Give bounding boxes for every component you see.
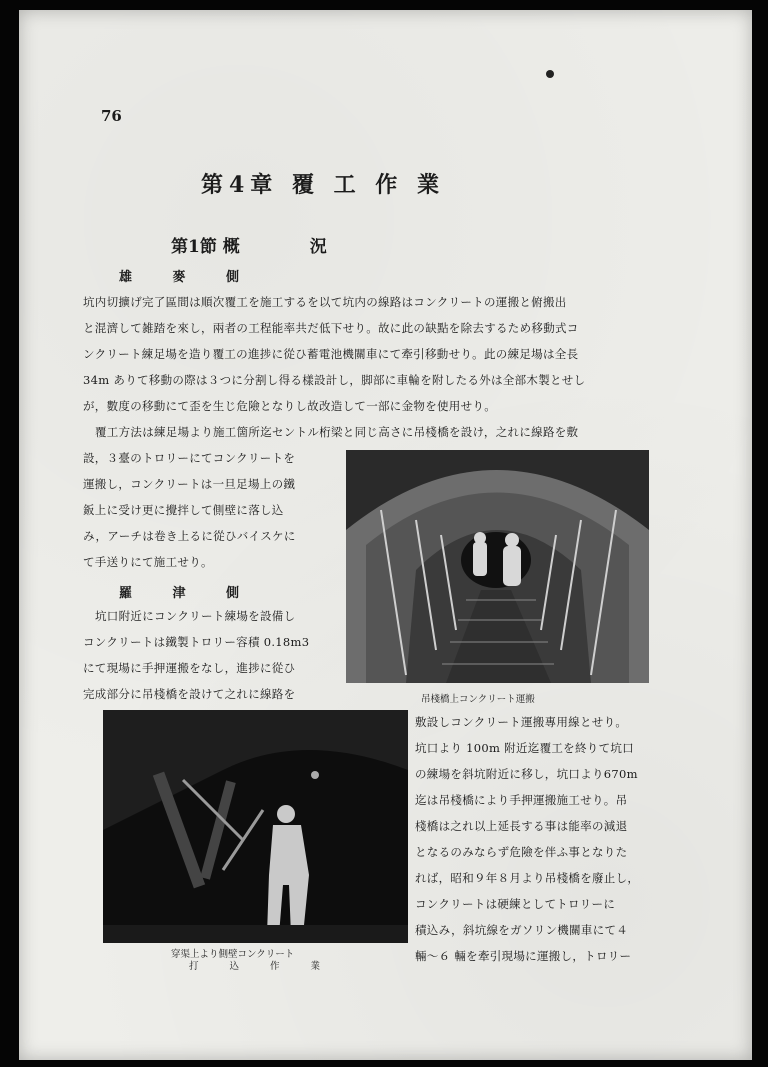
body-line: ンクリート練足場を造り覆工の進捗に從ひ蓄電池機關車にて牽引移動せり。此の練足場は全長	[83, 347, 579, 361]
body-line: て手送りにて施工せり。	[83, 555, 213, 569]
body-line: 坑口より 100m 附近迄覆工を終りて坑口	[415, 741, 634, 755]
section-title-prefix: 第1節 概	[171, 237, 240, 257]
body-line: が，數度の移動にて歪を生じ危險となりし故改造して一部に金物を使用せり。	[83, 399, 496, 413]
body-line: 坑内切擴げ完了區間は順次覆工を施工するを以て坑内の線路はコンクリートの運搬と俯搬出	[83, 295, 567, 309]
body-line: 覆工方法は練足場より施工箇所迄セントル桁梁と同じ高さに吊棧橋を設け，之れに線路を敷	[95, 425, 579, 439]
body-line: 棧橋は之れ以上延長する事は能率の減退	[415, 819, 628, 833]
page-number: 76	[101, 107, 122, 125]
subhead-yuki-side: 雄 麥 側	[119, 270, 258, 285]
body-line: にて現場に手押運搬をなし，進捗に從ひ	[83, 661, 296, 675]
body-line: の練場を斜坑附近に移し，坑口より670m	[415, 767, 638, 781]
body-line: と混濟して雑踏を來し，兩者の工程能率共だ低下せり。故に此の缺點を除去するため移動式コ	[83, 321, 579, 335]
body-line: となるのみならず危險を伴ふ事となりた	[415, 845, 628, 859]
scan-speck	[546, 70, 554, 78]
section-title	[171, 232, 327, 257]
photo2-caption-line2: 打 込 作 業	[189, 961, 335, 972]
photo2-caption-line1: 穿渠上より側壁コンクリート	[171, 949, 295, 960]
photo1-caption: 吊棧橋上コンクリート運搬	[421, 694, 535, 705]
photo-wall-concrete	[103, 710, 408, 943]
body-line: コンクリートは鐵製トロリー容積 0.18m3	[83, 635, 310, 649]
body-line: み，アーチは卷き上るに從ひバイスケに	[83, 529, 296, 543]
body-line: れば，昭和９年８月より吊棧橋を廢止し，	[415, 871, 640, 885]
subhead-rashin-side: 羅 津 側	[119, 586, 258, 601]
body-line: 坑口附近にコンクリート練場を設備し	[95, 609, 296, 623]
body-line: 迄は吊棧橋により手押運搬施工せり。吊	[415, 793, 628, 807]
chapter-title: 第4章 覆 工 作 業	[201, 172, 445, 198]
body-line: 敷設しコンクリート運搬專用線とせり。	[415, 715, 628, 729]
tunnel-photo-graphic	[346, 450, 649, 683]
section-title-suffix: 況	[309, 237, 327, 257]
body-line: 積込み，斜坑線をガソリン機關車にて４	[415, 923, 629, 937]
body-line: 運搬し，コンクリートは一旦足場上の鐵	[83, 477, 296, 491]
body-line: 完成部分に吊棧橋を設けて之れに線路を	[83, 687, 296, 701]
body-line: 鈑上に受け更に攪拌して側壁に落し込	[83, 503, 284, 517]
body-line: 34m ありて移動の際は３つに分割し得る樣設計し，脚部に車輪を附したる外は全部木製とせし	[83, 373, 586, 387]
body-line: コンクリートは硬練としてトロリーに	[415, 897, 616, 911]
photo-suspended-bridge	[346, 450, 649, 683]
body-line: 設，３臺のトロリーにてコンクリートを	[83, 451, 296, 465]
document-page	[19, 10, 752, 1060]
body-line: 輛～６ 輛を牽引現場に運搬し，トロリー	[415, 949, 632, 963]
worker-photo-graphic	[103, 710, 408, 943]
